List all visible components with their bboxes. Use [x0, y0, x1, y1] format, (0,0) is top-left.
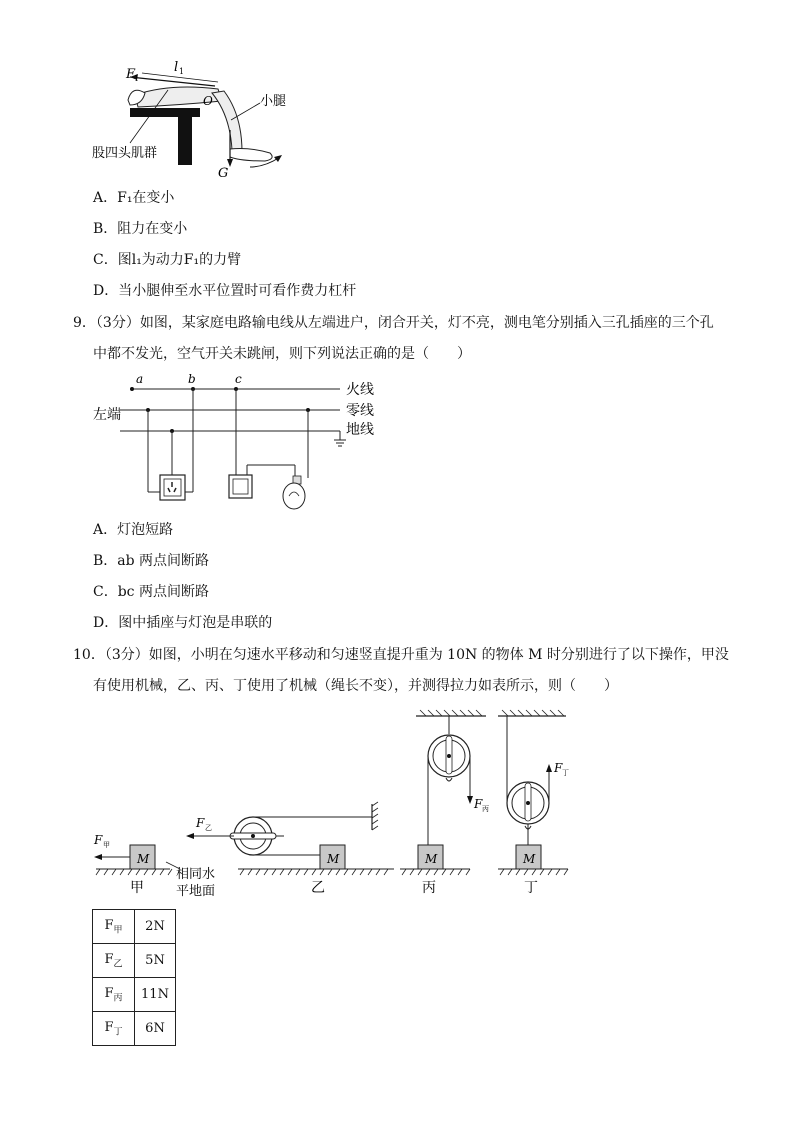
q9-option-c: C．bc 两点间断路	[93, 584, 209, 600]
q9-option-b: B．ab 两点间断路	[93, 553, 210, 569]
left-end-label: 左端	[93, 407, 121, 423]
ground-label-line1: 相同水	[176, 867, 216, 882]
table-cell-value: 11N	[135, 978, 176, 1012]
block-m-bing: M	[425, 852, 438, 866]
leg-lever-figure	[90, 55, 300, 180]
table-row	[93, 978, 176, 1012]
point-c-label: c	[235, 372, 242, 386]
table-cell-name: $F_丁$	[93, 1012, 135, 1046]
svg-text:乙: 乙	[205, 824, 212, 832]
calf-label: 小腿	[260, 94, 287, 109]
table-row	[93, 1012, 176, 1046]
table-cell-value: 5N	[135, 944, 176, 978]
caption-bing: 丙	[422, 880, 436, 896]
force-table	[92, 909, 176, 1046]
f-yi-label: F	[196, 816, 205, 830]
q10-stem-line1: 10．（3分）如图，小明在匀速水平移动和匀速竖直提升重为 10N 的物体 M 时分别进行了以下操作，甲没	[73, 647, 729, 663]
svg-text:1: 1	[179, 67, 185, 76]
q9-option-a: A．灯泡短路	[93, 522, 174, 538]
machine-figure	[88, 702, 578, 900]
block-m-ding: M	[523, 852, 536, 866]
svg-text:1: 1	[134, 74, 140, 83]
q9-stem-line2: 中都不发光，空气开关未跳闸，则下列说法正确的是（ ）	[93, 346, 471, 362]
live-wire-label: 火线	[346, 382, 374, 398]
ground-label-line2: 平地面	[176, 884, 216, 899]
q9-option-d: D．图中插座与灯泡是串联的	[93, 615, 273, 631]
table-row	[93, 944, 176, 978]
svg-text:丁: 丁	[562, 769, 569, 777]
muscle-label: 股四头肌群	[92, 146, 158, 161]
q8-option-c: C．图l₁为动力F₁的力臂	[93, 252, 242, 268]
table-cell-value: 2N	[135, 910, 176, 944]
caption-ding: 丁	[524, 880, 538, 896]
ground-wire-label: 地线	[346, 422, 374, 438]
l1-label: l	[174, 60, 179, 75]
svg-text:丙: 丙	[482, 805, 489, 813]
f1-label: F	[126, 67, 136, 82]
table-row	[93, 910, 176, 944]
f-bing-label: F	[474, 797, 483, 811]
q8-option-a: A．F₁在变小	[93, 190, 175, 206]
q8-option-b: B．阻力在变小	[93, 221, 188, 237]
table-cell-name: $F_丙$	[93, 978, 135, 1012]
point-a-label: a	[136, 372, 144, 386]
point-b-label: b	[188, 372, 196, 386]
gravity-label: G	[218, 166, 229, 180]
block-m-jia: M	[137, 852, 150, 866]
table-cell-value: 6N	[135, 1012, 176, 1046]
neutral-wire-label: 零线	[346, 403, 374, 419]
f-ding-label: F	[554, 761, 563, 775]
circuit-figure	[90, 370, 390, 512]
table-cell-name: $F_甲$	[93, 910, 135, 944]
block-m-yi: M	[327, 852, 340, 866]
caption-jia: 甲	[130, 880, 144, 896]
caption-yi: 乙	[311, 880, 325, 896]
q10-stem-line2: 有使用机械，乙、丙、丁使用了机械（绳长不变），并测得拉力如表所示，则（ ）	[93, 678, 618, 694]
f-jia-label: F	[94, 833, 103, 847]
q9-stem-line1: 9．（3分）如图，某家庭电路输电线从左端进户，闭合开关，灯不亮，测电笔分别插入三孔插座的三个孔	[73, 315, 714, 331]
svg-text:甲: 甲	[103, 841, 110, 849]
table-cell-name: $F_乙$	[93, 944, 135, 978]
pivot-label: O	[203, 94, 213, 108]
q8-option-d: D．当小腿伸至水平位置时可看作费力杠杆	[93, 283, 357, 299]
